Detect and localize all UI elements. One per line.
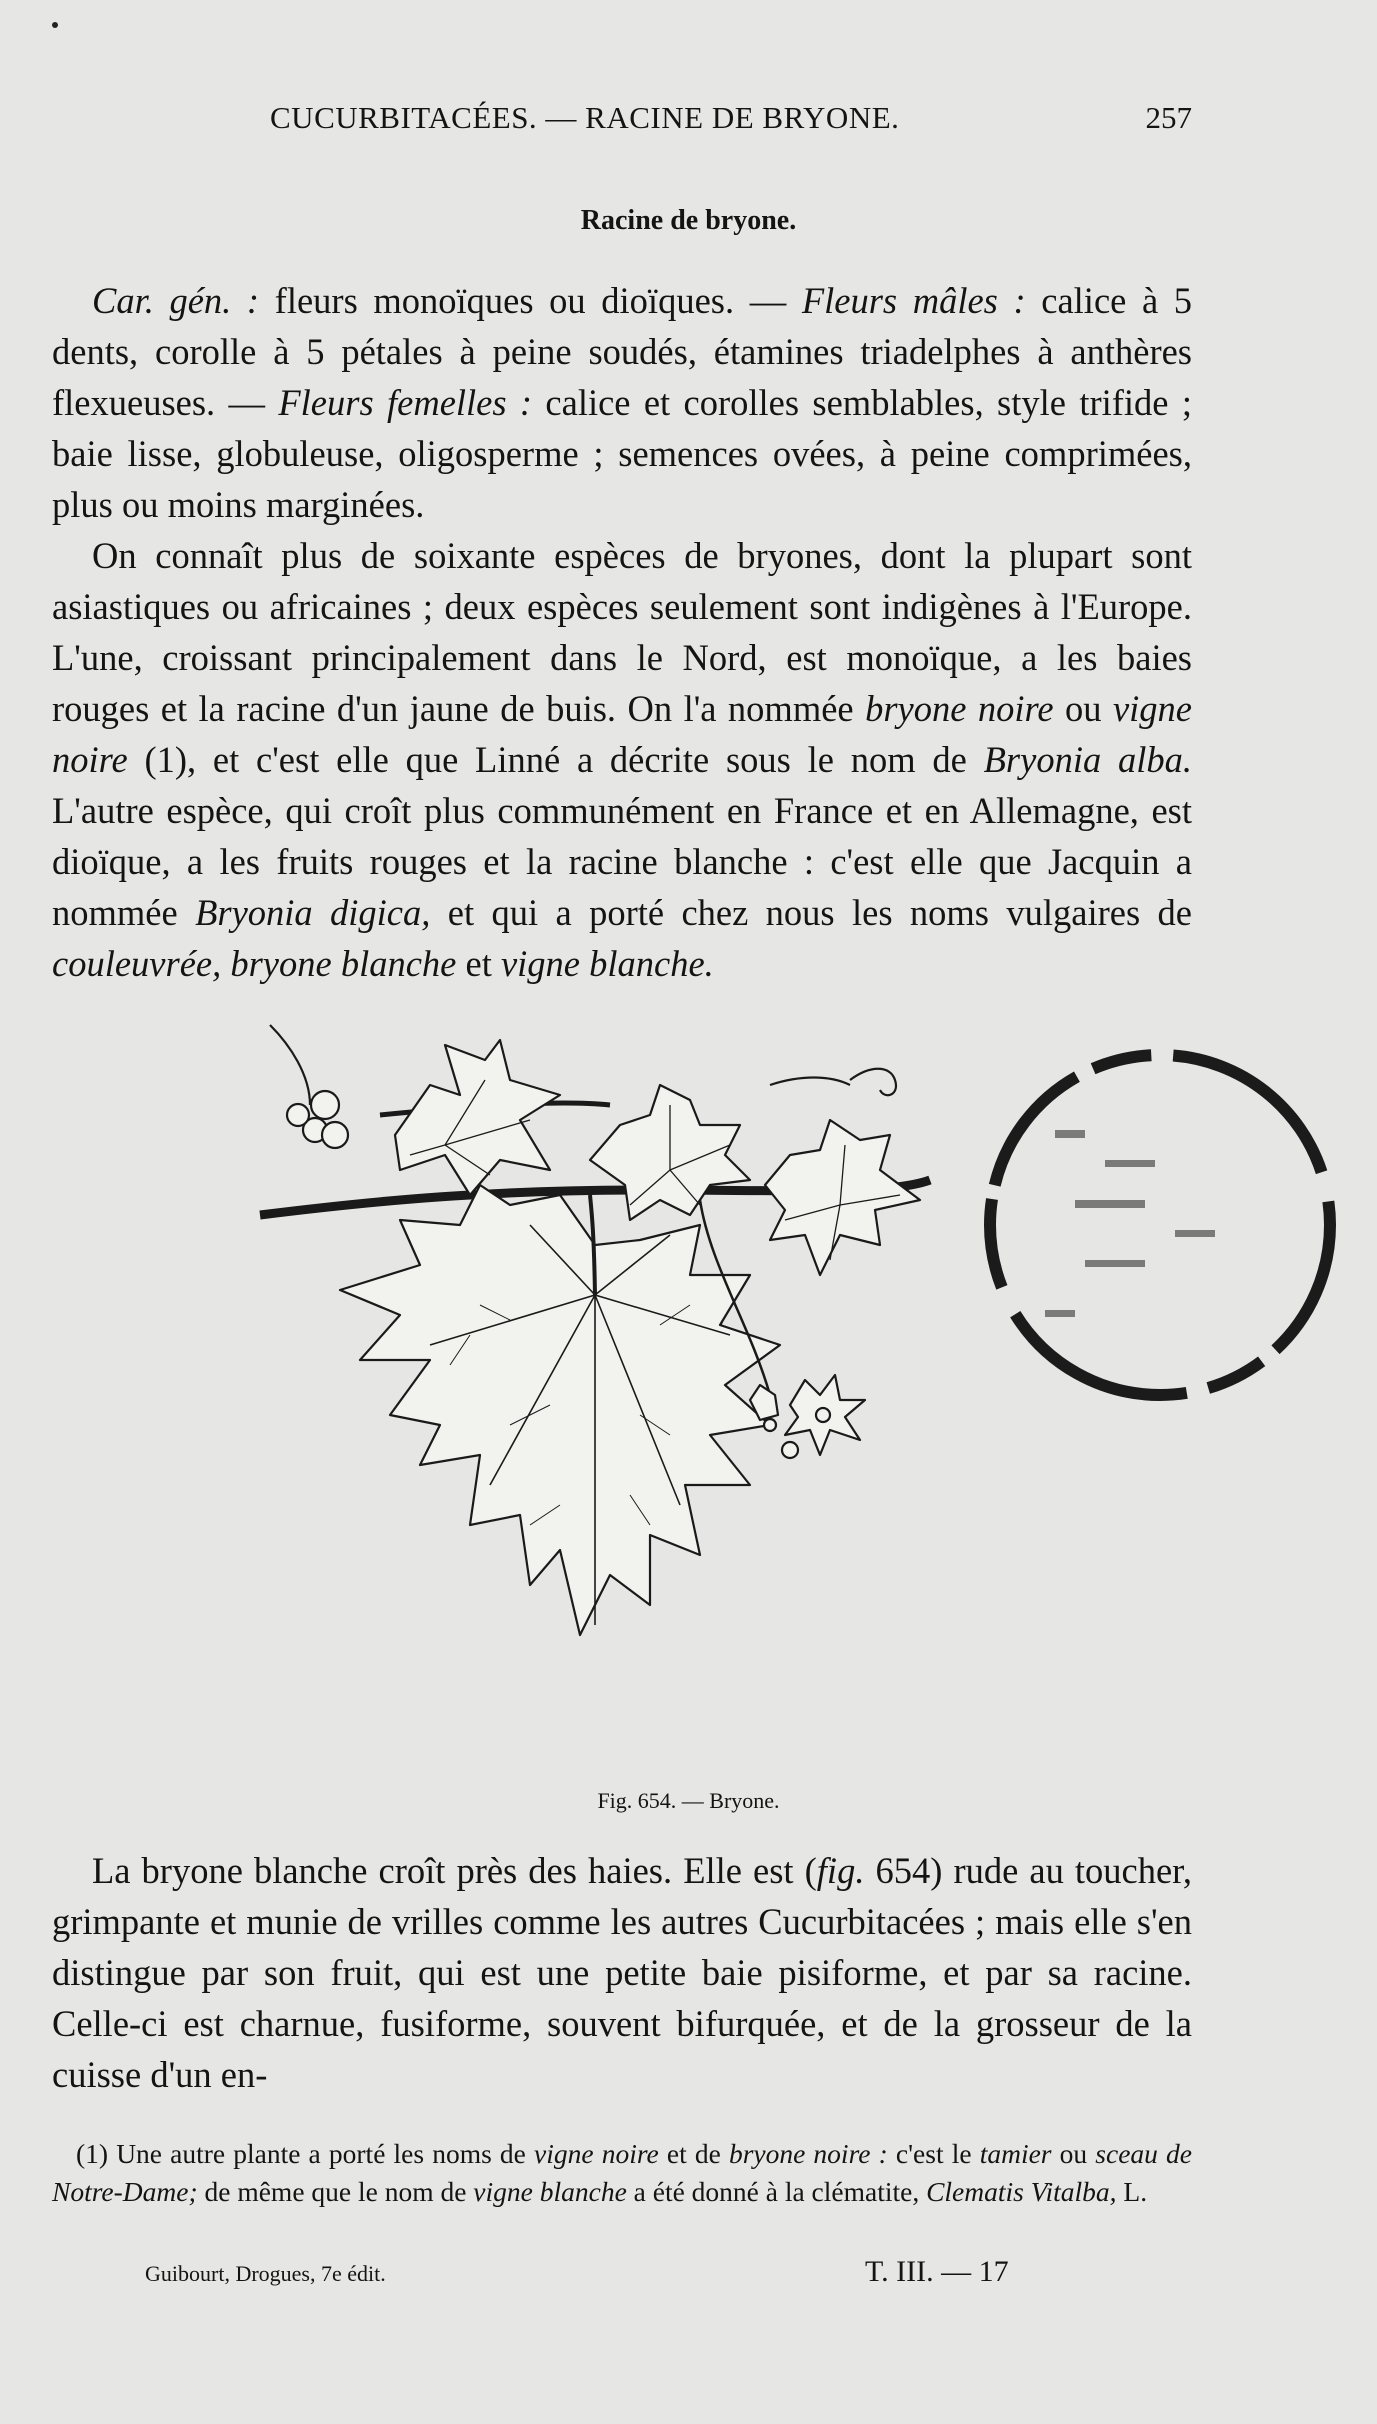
text-italic: fig. — [816, 1850, 865, 1891]
footer-volume: T. III. — 17 — [865, 2255, 1009, 2288]
body-text-top — [52, 275, 1192, 989]
text-run: et qui a porté chez nous les noms vulgaires de — [430, 892, 1192, 933]
text-italic: tamier — [979, 2138, 1052, 2169]
page-number: 257 — [1145, 100, 1192, 135]
paragraph-description — [52, 1845, 1192, 2100]
text-run: ou — [1053, 688, 1113, 729]
text-italic: Car. gén. : — [92, 280, 260, 321]
figure-caption: Fig. 654. — Bryone. — [597, 1788, 780, 1813]
text-italic: bryone noire : — [728, 2138, 888, 2169]
text-run: fleurs monoïques ou dioïques. — — [259, 280, 802, 321]
text-run: a été donné à la clématite, — [626, 2176, 927, 2207]
text-run: ou — [1051, 2138, 1096, 2169]
text-italic: vigne blanche — [473, 2176, 627, 2207]
paragraph-characters — [52, 275, 1192, 530]
text-run: (1), et c'est elle que Linné a décrite sous le nom de — [127, 739, 984, 780]
running-head — [270, 100, 1192, 150]
text-run: La bryone blanche croît près des haies. Elle est ( — [92, 1850, 817, 1891]
footnote — [52, 2135, 1192, 2211]
bryony-illustration — [230, 1005, 990, 1765]
text-run: L'autre espèce, qui croît plus communément en France et en Allemagne, est dioïque, a les fruits rouges et la racine blanche : c'est elle que Jacquin a nommée — [52, 790, 1192, 933]
text-italic: bryone noire — [865, 688, 1054, 729]
text-run: (1) Une autre plante a porté les noms de — [76, 2138, 535, 2169]
page-footer — [145, 2255, 1075, 2295]
text-run: On connaît plus de soixante espèces de bryones, dont la plupart sont asiastiques ou africaines ; deux espèces seulement sont indigènes à l'Europe. L'une, croissant principalement dans le Nord, est monoïque, a les baies rouges et la racine d'un jaune de buis. On l'a nommée — [52, 535, 1192, 729]
text-italic: vigne noire — [534, 2138, 659, 2169]
footer-signature: Guibourt, Drogues, 7e édit. — [145, 2261, 386, 2286]
ink-dot — [52, 22, 58, 28]
text-italic: Fleurs femelles : — [278, 382, 533, 423]
text-italic: vigne noire — [52, 688, 1193, 780]
text-run: et de — [658, 2138, 729, 2169]
paragraph-species — [52, 530, 1192, 989]
text-run: 654) rude au toucher, grimpante et munie de vrilles comme les autres Cucurbitacées ; mais elle s'en distingue par son fruit, qui est une petite baie pisiforme, et par sa racine. Celle-ci est charnue, fusiforme, souvent bifurquée, et de la grosseur de la cuisse d'un en- — [52, 1850, 1192, 2095]
text-italic: sceau de Notre-Dame; — [52, 2138, 1192, 2207]
text-italic: couleuvrée, bryone blanche — [52, 943, 457, 984]
footnote-text — [52, 2135, 1192, 2211]
text-italic: Bryonia alba. — [983, 739, 1192, 780]
text-run: calice et corolles semblables, style trifide ; baie lisse, globuleuse, oligosperme ; semences ovées, à peine comprimées, plus ou moins marginées. — [52, 382, 1192, 525]
text-run: L. — [1116, 2176, 1148, 2207]
text-run: calice à 5 dents, corolle à 5 pétales à peine soudés, étamines triadelphes à anthères flexueuses. — — [52, 280, 1193, 423]
text-italic: Fleurs mâles : — [801, 280, 1026, 321]
library-stamp — [935, 1010, 1355, 1450]
text-run: de même que le nom de — [197, 2176, 474, 2207]
text-run: c'est le — [887, 2138, 980, 2169]
text-italic: Bryonia digica, — [195, 892, 431, 933]
text-italic: vigne blanche. — [500, 943, 714, 984]
text-italic: Clematis Vitalba, — [926, 2176, 1117, 2207]
section-title: Racine de bryone. — [580, 205, 797, 236]
text-run: et — [456, 943, 501, 984]
body-text-bottom — [52, 1845, 1192, 2100]
running-head-title: CUCURBITACÉES. — RACINE DE BRYONE. — [270, 100, 900, 135]
